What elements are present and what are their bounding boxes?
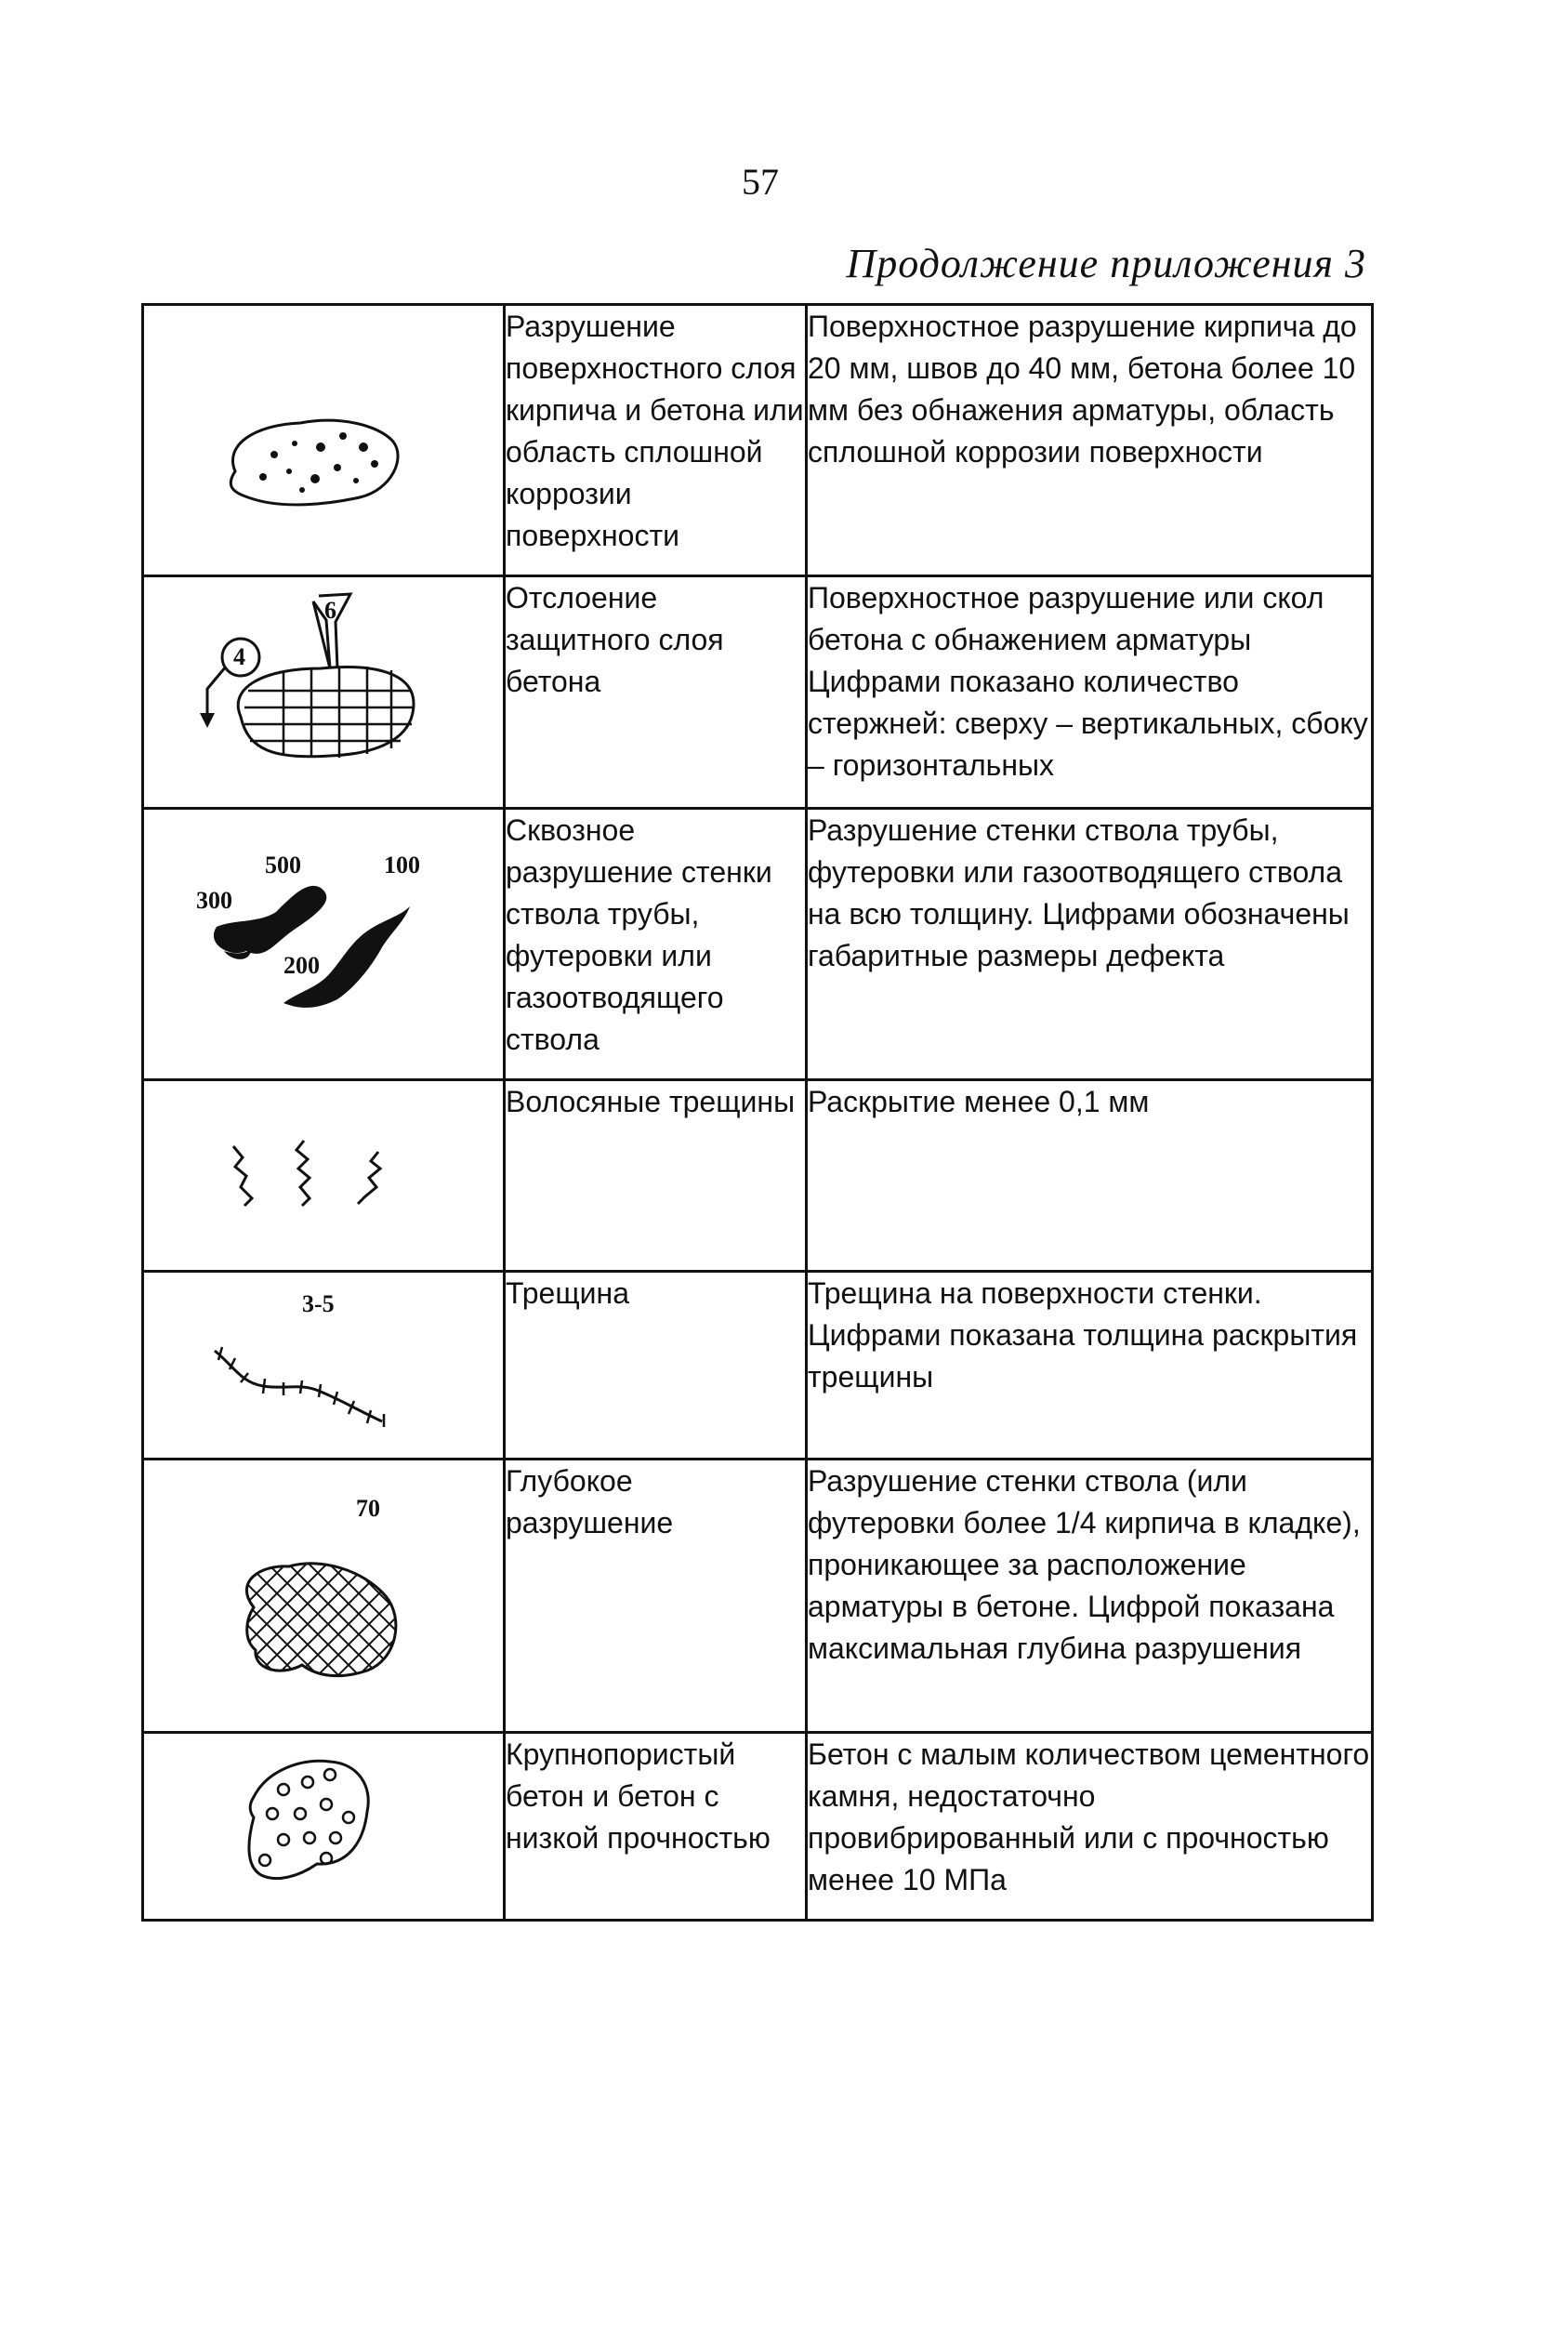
symbol-cell xyxy=(143,1080,505,1272)
defect-description: Раскрытие менее 0,1 мм xyxy=(807,1080,1373,1272)
table-row xyxy=(143,305,1373,576)
defects-table xyxy=(141,303,1374,1922)
table-row xyxy=(143,1733,1373,1921)
symbol-cell xyxy=(143,1460,505,1733)
rebar-side-count: 4 xyxy=(233,643,245,670)
defect-name: Волосяные трещины xyxy=(505,1080,807,1272)
dim-length-label: 100 xyxy=(384,852,420,878)
defect-description: Бетон с малым количеством цементного камня, недостаточно провибрированный или с прочностью менее 10 МПа xyxy=(807,1733,1373,1921)
depth-label: 70 xyxy=(356,1495,380,1522)
defect-description: Поверхностное разрушение кирпича до 20 мм, швов до 40 мм, бетона более 10 мм без обнажения арматуры, область сплошной коррозии поверхности xyxy=(807,305,1373,576)
hairline-crack-icon xyxy=(144,1081,503,1273)
defect-description: Разрушение стенки ствола (или футеровки более 1/4 кирпича в кладке), проникающее за расположение арматуры в бетоне. Цифрой показана максимальная глубина разрушения xyxy=(807,1460,1373,1733)
deep-damage-icon xyxy=(144,1460,503,1734)
defect-name: Отслоение защитного слоя бетона xyxy=(505,576,807,809)
through-hole-icon xyxy=(144,810,503,1081)
dim-width-label: 500 xyxy=(265,852,301,878)
symbol-cell xyxy=(143,576,505,809)
defect-name: Глубокое разрушение xyxy=(505,1460,807,1733)
table-row xyxy=(143,809,1373,1080)
defect-name: Сквозное разрушение стенки ствола трубы, футеровки или газоотводящего ствола xyxy=(505,809,807,1080)
dim-depth-label: 200 xyxy=(283,952,320,979)
defect-name: Трещина xyxy=(505,1272,807,1460)
continuation-title: Продолжение приложения 3 xyxy=(846,241,1366,286)
defect-description: Поверхностное разрушение или скол бетона с обнажением арматуры Цифрами показано количество стержней: сверху – вертикальных, сбоку – горизонтальных xyxy=(807,576,1373,809)
table-row xyxy=(143,1272,1373,1460)
symbol-cell xyxy=(143,809,505,1080)
dim-height-label: 300 xyxy=(196,887,232,914)
defect-description: Трещина на поверхности стенки. Цифрами показана толщина раскрытия трещины xyxy=(807,1272,1373,1460)
surface-corrosion-icon xyxy=(144,306,503,577)
defect-description: Разрушение стенки ствола трубы, футеровки или газоотводящего ствола на всю толщину. Цифрами обозначены габаритные размеры дефекта xyxy=(807,809,1373,1080)
defect-name: Крупнопористый бетон и бетон с низкой прочностью xyxy=(505,1733,807,1921)
crack-width-label: 3-5 xyxy=(302,1290,335,1317)
page-number: 57 xyxy=(742,161,779,203)
rebar-top-count: 6 xyxy=(324,597,336,624)
table-row xyxy=(143,576,1373,809)
table-row xyxy=(143,1080,1373,1272)
symbol-cell xyxy=(143,1733,505,1921)
defect-name: Разрушение поверхностного слоя кирпича и бетона или область сплошной коррозии поверхности xyxy=(505,305,807,576)
crack-icon xyxy=(144,1273,503,1460)
symbol-cell xyxy=(143,305,505,576)
table-row xyxy=(143,1460,1373,1733)
porous-concrete-icon xyxy=(144,1734,503,1922)
symbol-cell xyxy=(143,1272,505,1460)
exposed-rebar-icon xyxy=(144,577,503,810)
